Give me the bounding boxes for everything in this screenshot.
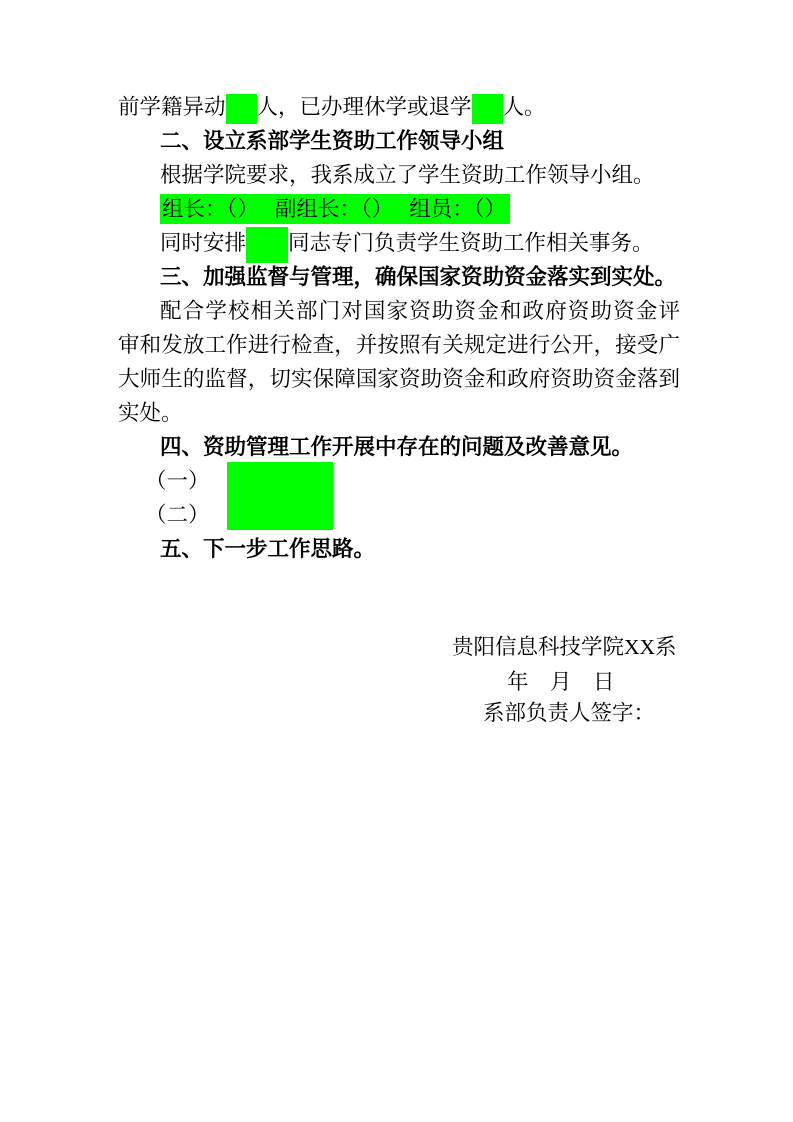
signature-sign-label-text: 系部负责人签字： <box>483 701 656 725</box>
highlight-placeholder-issues-block <box>227 462 333 530</box>
text-enrollment-pre: 前学籍异动 <box>118 95 226 119</box>
signature-date <box>507 669 615 695</box>
paragraph-line-assignment <box>118 226 680 260</box>
list-item-1-label: （一） <box>145 469 210 493</box>
paragraph-line-leading-group <box>118 158 680 192</box>
signature-sign-label <box>483 700 655 726</box>
heading-section-4-text: 四、资助管理工作开展中存在的问题及改善意见。 <box>160 435 634 459</box>
signature-organization-text: 贵阳信息科技学院XX系 <box>452 635 677 659</box>
heading-section-4 <box>118 430 680 464</box>
list-item-2-label: （二） <box>145 503 210 527</box>
highlight-placeholder-name <box>246 227 288 263</box>
list-item-2 <box>118 498 680 532</box>
text-supervision-4: 实处。 <box>118 401 183 425</box>
text-leading-group: 根据学院要求，我系成立了学生资助工作领导小组。 <box>160 163 655 187</box>
text-assignment-post: 同志专门负责学生资助工作相关事务。 <box>288 231 654 255</box>
highlighted-group-roles-line <box>160 194 510 224</box>
text-enrollment-mid: 人，已办理休学或退学 <box>256 95 472 119</box>
text-supervision-3: 大师生的监督，切实保障国家资助资金和政府资助资金落到 <box>118 367 680 391</box>
heading-section-2 <box>118 124 680 158</box>
paragraph-line-supervision-3 <box>118 362 680 396</box>
text-enrollment-end: 人。 <box>502 95 546 119</box>
paragraph-line-enrollment <box>118 90 680 124</box>
heading-section-2-text: 二、设立系部学生资助工作领导小组 <box>160 129 505 153</box>
text-supervision-1: 配合学校相关部门对国家资助资金和政府资助资金评 <box>160 299 680 323</box>
paragraph-line-supervision-2 <box>118 328 680 362</box>
highlight-placeholder-count-2 <box>472 94 503 124</box>
signature-date-text: 年 月 日 <box>507 670 615 694</box>
list-item-1 <box>118 464 680 498</box>
paragraph-line-supervision-1 <box>118 294 680 328</box>
signature-organization <box>452 634 677 660</box>
heading-section-5-text: 五、下一步工作思路。 <box>160 537 376 561</box>
text-supervision-2: 审和发放工作进行检查，并按照有关规定进行公开，接受广 <box>118 333 680 357</box>
heading-section-3-text: 三、加强监督与管理，确保国家资助资金落实到实处。 <box>160 265 677 289</box>
heading-section-5 <box>118 532 680 566</box>
highlight-placeholder-count-1 <box>226 94 257 124</box>
document-body <box>118 90 680 566</box>
heading-section-3 <box>118 260 680 294</box>
text-group-roles: 组长：（） 副组长：（） 组员：（） <box>162 197 507 221</box>
text-assignment-pre: 同时安排 <box>160 231 247 255</box>
paragraph-line-supervision-4 <box>118 396 680 430</box>
